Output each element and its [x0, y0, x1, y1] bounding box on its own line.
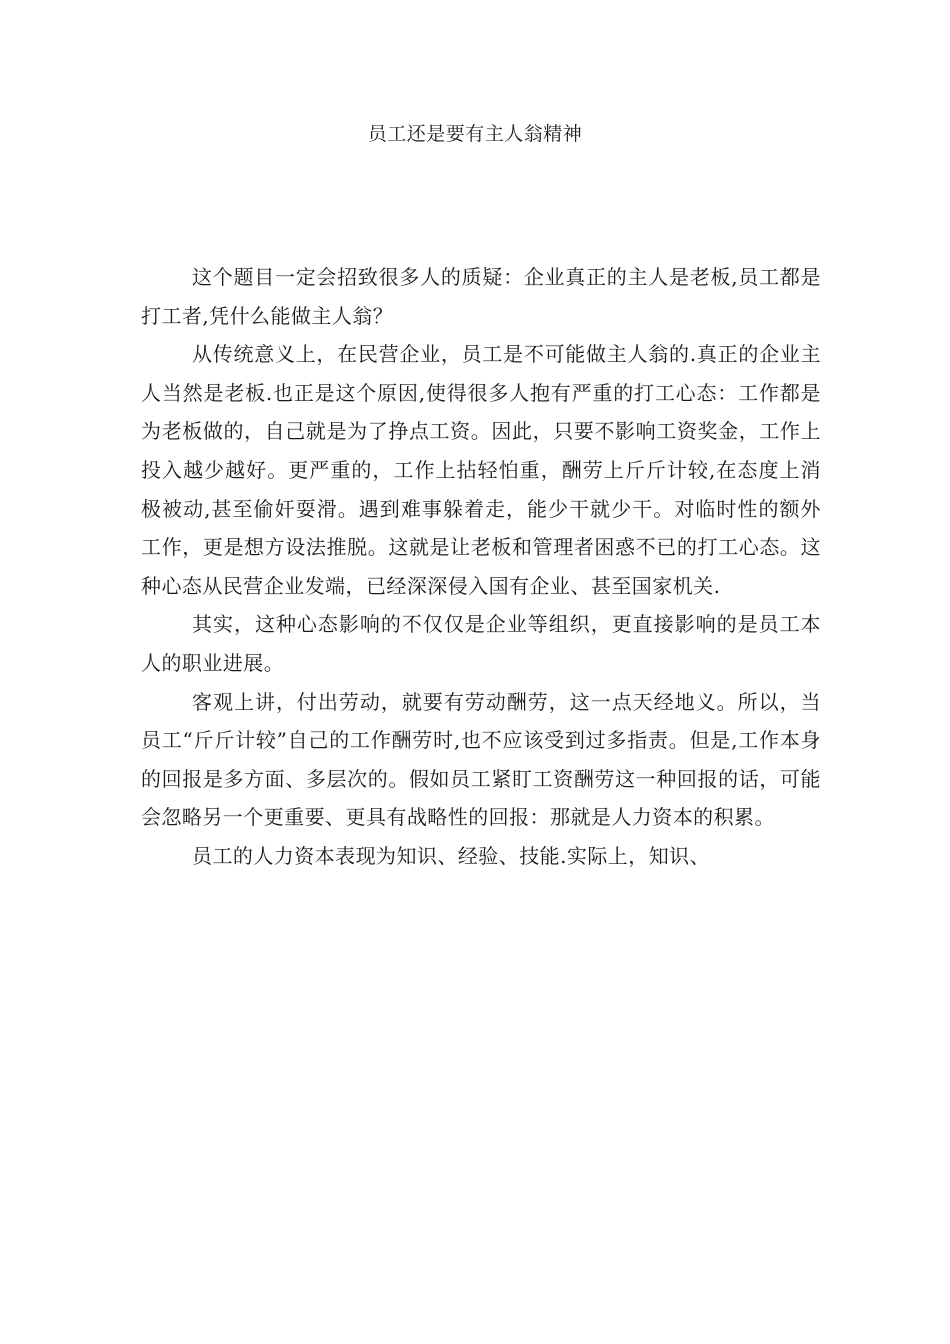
paragraph-5: 员工的人力资本表现为知识、经验、技能.实际上，知识、 [192, 843, 711, 868]
paragraph-3: 其实，这种心态影响的不仅仅是企业等组织，更直接影响的是员工本人的职业进展。 [141, 612, 821, 675]
paragraph-2: 从传统意义上，在民营企业，员工是不可能做主人翁的.真正的企业主人当然是老板.也正是这个原因,使得很多人抱有严重的打工心态：工作都是为老板做的，自己就是为了挣点工资。因此，只要不影响工资奖金，工作上投入越少越好。更严重的，工作上拈轻怕重，酬劳上斤斤计较,在态度上消极被动,甚至偷奸耍滑。遇到难事躲着走，能少干就少干。对临时性的额外工作，更是想方设法推脱。这就是让老板和管理者困惑不已的打工心态。这种心态从民营企业发端，已经深深侵入国有企业、甚至国家机关. [141, 342, 821, 598]
document-title: 员工还是要有主人翁精神 [367, 123, 583, 145]
paragraph-1: 这个题目一定会招致很多人的质疑：企业真正的主人是老板,员工都是打工者,凭什么能做主人翁？ [141, 265, 821, 328]
document-body [141, 258, 821, 876]
paragraph-4: 客观上讲，付出劳动，就要有劳动酬劳，这一点天经地义。所以，当员工“斤斤计较”自己的工作酬劳时,也不应该受到过多指责。但是,工作本身的回报是多方面、多层次的。假如员工紧盯工资酬劳这一种回报的话，可能会忽略另一个更重要、更具有战略性的回报：那就是人力资本的积累。 [141, 689, 821, 830]
